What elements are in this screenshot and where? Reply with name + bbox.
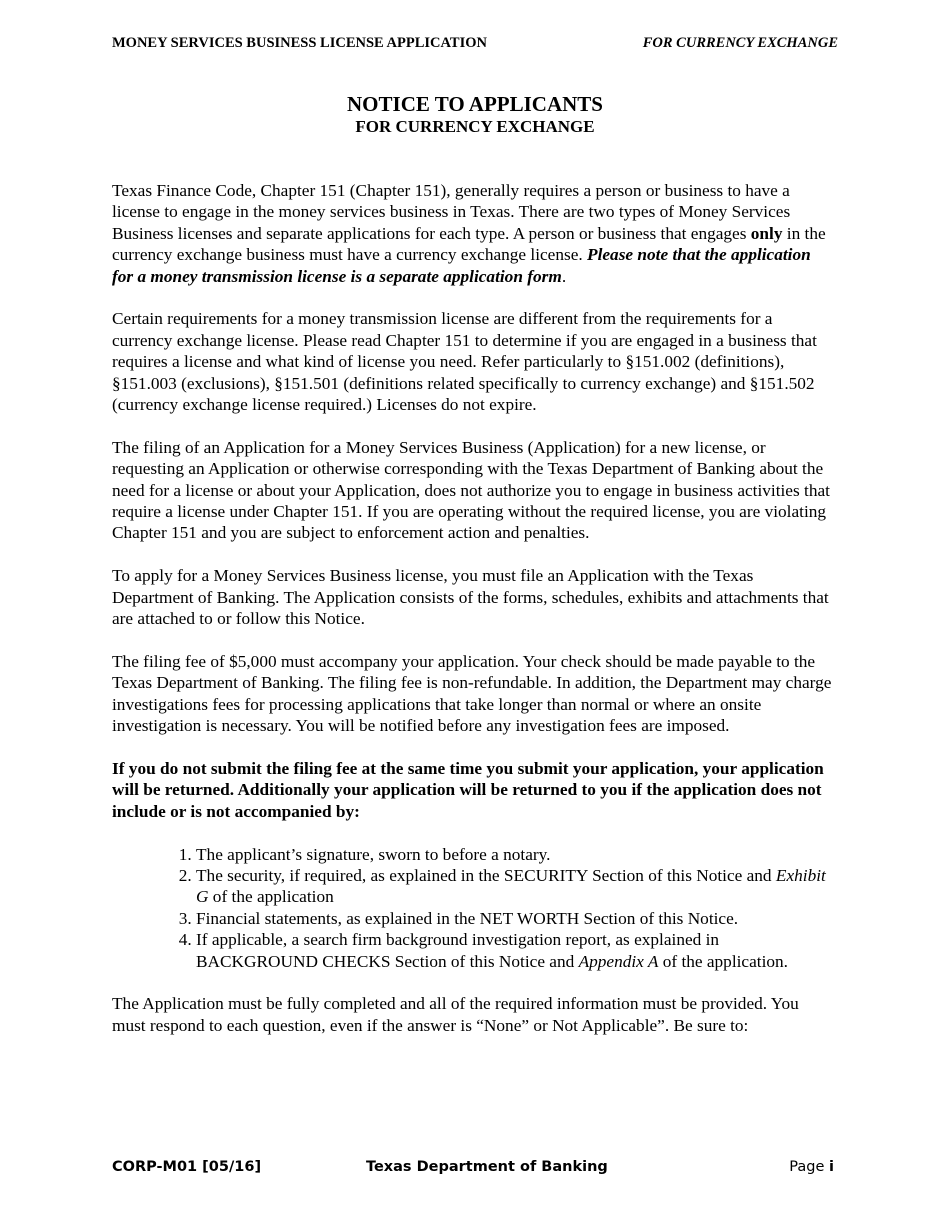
emphasis-only: only (750, 223, 783, 243)
list-item-text: The applicant’s signature, sworn to before a notary. (196, 844, 551, 864)
paragraph-filing-fee: The filing fee of $5,000 must accompany your application. Your check should be made payable to the Texas Department of Banking. The filing fee is non-refundable. In addition, the Department may charge investigations fees for processing applications that take longer than normal or where an onsite investigation is necessary. You will be notified before any investigation fees are imposed. (112, 651, 832, 736)
paragraph-text: in the currency exchange business must have a currency exchange license. (112, 223, 826, 265)
required-items-list (112, 844, 836, 972)
list-item (196, 865, 836, 908)
paragraph-text: Texas Finance Code, Chapter 151 (Chapter 151), generally requires a person or business to have a license to engage in the money services business in Texas. There are two types of Money Services Business licenses and separate applications for each type. A person or business that engages (112, 181, 791, 243)
paragraph-text: . (561, 266, 567, 286)
list-item-text: If applicable, a search firm background investigation report, as explained in BACKGROUND CHECKS Section of this Notice and (196, 930, 720, 971)
page-label: Page (789, 1159, 830, 1175)
footer-page (789, 1159, 834, 1175)
paragraph-chapter-151 (112, 180, 836, 287)
separate-form-note: Please note that the application for a money transmission license is a separate application form (112, 245, 811, 286)
list-item (196, 908, 836, 929)
appendix-a-reference: Appendix A (578, 951, 659, 971)
exhibit-g-reference: Exhibit G (196, 865, 826, 907)
paragraph-requirements: Certain requirements for a money transmission license are different from the requirements for a currency exchange license. Please read Chapter 151 to determine if you are engaged in a business that requires a license and what kind of license you need. Refer particularly to §151.002 (definitions), §151.003 (exclusions), §151.501 (definitions related specifically to currency exchange) and §151.502 (currency exchange license required.) Licenses do not expire. (112, 309, 817, 415)
header-form-type: FOR CURRENCY EXCHANGE (642, 35, 838, 51)
page-title: NOTICE TO APPLICANTS (347, 92, 603, 116)
paragraph-return-warning: If you do not submit the filing fee at the same time you submit your application, your application will be returned. Additionally your application will be returned to you if the application does not include or is not accompanied by: (112, 758, 824, 821)
list-item-text: The security, if required, as explained in the SECURITY Section of this Notice and (196, 865, 776, 885)
title-block (0, 92, 950, 138)
page-number: i (829, 1159, 834, 1175)
footer-agency: Texas Department of Banking (366, 1159, 608, 1175)
paragraph-completion: The Application must be fully completed and all of the required information must be provided. You must respond to each question, even if the answer is “None” or Not Applicable”. Be sure to: (112, 994, 799, 1035)
footer-form-code: CORP-M01 [05/16] (112, 1159, 262, 1175)
notice-body (112, 180, 836, 1058)
list-item-text: of the application. (658, 951, 788, 971)
header-form-title: MONEY SERVICES BUSINESS LICENSE APPLICATION (112, 35, 487, 51)
page-subtitle: FOR CURRENCY EXCHANGE (355, 117, 595, 136)
list-item-text: of the application (208, 887, 334, 907)
list-item (196, 844, 836, 865)
list-item (196, 929, 836, 972)
paragraph-filing-authorization: The filing of an Application for a Money Services Business (Application) for a new license, or requesting an Application or otherwise corresponding with the Texas Department of Banking about the need for a license or about your Application, does not authorize you to engage in business activities that require a license under Chapter 151. If you are operating without the required license, you are violating Chapter 151 and you are subject to enforcement action and penalties. (112, 437, 830, 543)
paragraph-how-to-apply: To apply for a Money Services Business license, you must file an Application with the Texas Department of Banking. The Application consists of the forms, schedules, exhibits and attachments that are attached to or follow this Notice. (112, 566, 829, 629)
list-item-text: Financial statements, as explained in the NET WORTH Section of this Notice. (196, 908, 739, 928)
